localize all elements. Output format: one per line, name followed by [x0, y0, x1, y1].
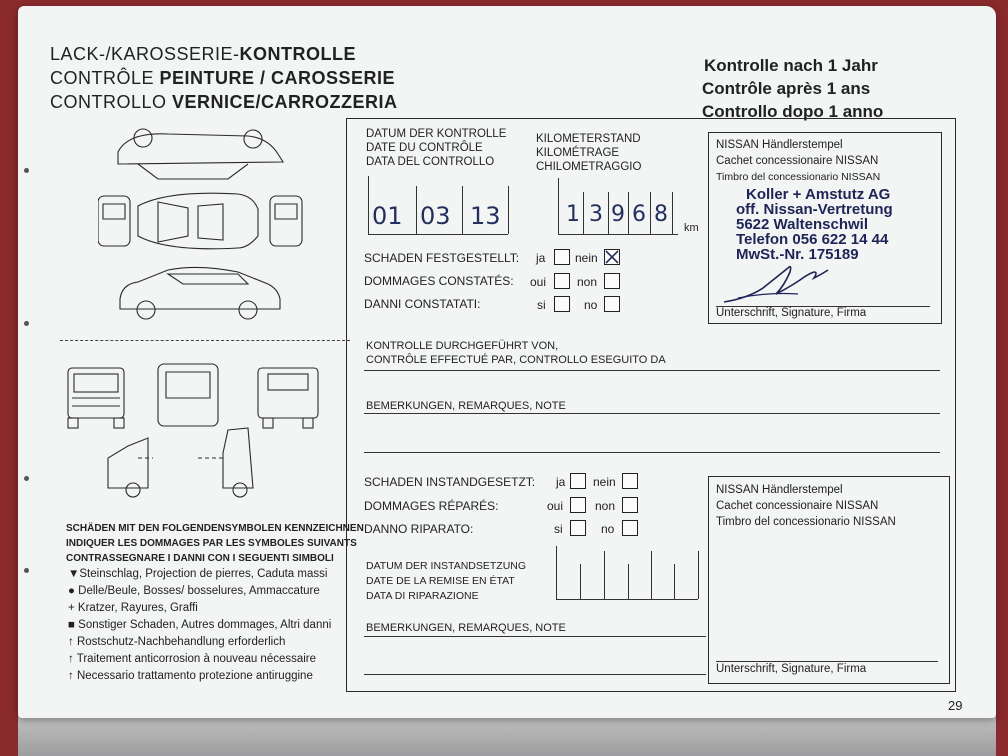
- legend-heading-de: SCHÄDEN MIT DEN FOLGENDENSYMBOLEN KENNZEICHNEN: [66, 523, 364, 534]
- booklet-page: [18, 6, 996, 718]
- title-line-2: CONTRÔLE PEINTURE / CAROSSERIE: [50, 68, 396, 88]
- km-digit[interactable]: 9: [611, 202, 625, 227]
- legend-item: ▼Steinschlag, Projection de pierres, Caduta massi: [68, 568, 328, 580]
- repair-date-label: DATUM DER INSTANDSETZUNG DATE DE LA REMISE EN ÉTAT DATA DI RIPARAZIONE: [366, 560, 527, 602]
- repair-date-tick: [698, 551, 699, 599]
- repaired-yes-checkbox[interactable]: [570, 520, 586, 536]
- remarks-line[interactable]: [364, 452, 940, 453]
- remarks-line[interactable]: [364, 413, 940, 414]
- damage-found-no-checkbox[interactable]: [604, 296, 620, 312]
- performed-by-label: KONTROLLE DURCHGEFÜHRT VON, CONTRÔLE EFFECTUÉ PAR, CONTROLLO ESEGUITO DA: [366, 340, 666, 366]
- repaired-yes-label: si: [554, 522, 563, 536]
- km-digit[interactable]: 3: [589, 202, 603, 227]
- dent-icon: ●: [68, 585, 75, 597]
- remarks-label-1: BEMERKUNGEN, REMARQUES, NOTE: [366, 400, 566, 412]
- damage-found-no-label: nein: [575, 251, 598, 265]
- damage-found-no-label: no: [584, 298, 598, 312]
- repaired-no-label: nein: [593, 475, 616, 489]
- damage-found-label-fr: DOMMAGES CONSTATÉS:: [364, 274, 514, 288]
- repair-date-tick: [556, 546, 557, 599]
- date-tick: [462, 186, 463, 234]
- date-month[interactable]: 03: [420, 202, 451, 230]
- repaired-yes-label: ja: [556, 475, 566, 489]
- repair-remarks-line[interactable]: [364, 674, 706, 675]
- legend-heading-it: CONTRASSEGNARE I DANNI CON I SEGUENTI SIMBOLI: [66, 553, 334, 564]
- damage-found-yes-label: oui: [530, 275, 547, 289]
- legend-item: ↑ Necessario trattamento protezione antiruggine: [68, 670, 313, 682]
- divider: [60, 340, 350, 341]
- km-digit[interactable]: 6: [632, 202, 646, 227]
- title-line-3: CONTROLLO VERNICE/CARROZZERIA: [50, 92, 398, 112]
- repair-date-baseline[interactable]: [556, 599, 698, 600]
- legend-item: + Kratzer, Rayures, Graffi: [68, 602, 198, 614]
- km-tick: [650, 192, 651, 234]
- km-baseline: [558, 234, 678, 235]
- damage-found-yes-checkbox[interactable]: [554, 273, 570, 289]
- damage-found-yes-label: si: [537, 298, 546, 312]
- legend-heading: [66, 521, 364, 566]
- damage-found-no-label: non: [577, 275, 598, 289]
- date-tick: [416, 186, 417, 234]
- legend-item: ■ Sonstiger Schaden, Autres dommages, Altri danni: [68, 619, 332, 631]
- repair-date-tick: [604, 551, 605, 599]
- date-day[interactable]: 01: [372, 202, 403, 230]
- damage-found-label-de: SCHADEN FESTGESTELLT:: [364, 251, 520, 265]
- repair-remarks-line[interactable]: [364, 636, 706, 637]
- damage-found-no-checkbox[interactable]: [604, 249, 620, 265]
- km-tick: [672, 192, 673, 234]
- repaired-no-checkbox[interactable]: [622, 520, 638, 536]
- signature-icon: [718, 258, 838, 308]
- dealer-rubber-stamp: Koller + Amstutz AG off. Nissan-Vertretung 5622 Waltenschwil Telefon 056 622 14 44 MwSt.-Nr. 175189: [736, 186, 893, 263]
- date-baseline: [368, 234, 508, 235]
- title-line-1: LACK-/KAROSSERIE-KONTROLLE: [50, 44, 357, 64]
- legend-list: [68, 566, 331, 685]
- repaired-no-label: no: [601, 522, 615, 536]
- signature-label-1: Unterschrift, Signature, Firma: [716, 307, 867, 319]
- repaired-no-checkbox[interactable]: [622, 473, 638, 489]
- damage-found-no-checkbox[interactable]: [604, 273, 620, 289]
- date-year[interactable]: 13: [470, 202, 501, 230]
- signature-label-2: Unterschrift, Signature, Firma: [716, 663, 867, 675]
- repaired-label-it: DANNO RIPARATO:: [364, 522, 474, 536]
- period-title-de: Kontrolle nach 1 Jahr: [704, 56, 878, 75]
- repaired-yes-checkbox[interactable]: [570, 473, 586, 489]
- damage-found-yes-label: ja: [536, 251, 546, 265]
- inspection-km-label: KILOMETERSTAND KILOMÉTRAGE CHILOMETRAGGIO: [536, 133, 642, 173]
- repaired-label-de: SCHADEN INSTANDGESETZT:: [364, 475, 536, 489]
- damage-found-yes-checkbox[interactable]: [554, 296, 570, 312]
- repaired-yes-checkbox[interactable]: [570, 497, 586, 513]
- inspection-date-label: DATUM DER KONTROLLE DATE DU CONTRÔLE DATA DEL CONTROLLO: [366, 128, 507, 168]
- damage-found-label-it: DANNI CONSTATATI:: [364, 297, 481, 311]
- km-tick: [583, 192, 584, 234]
- repair-date-tick: [651, 551, 652, 599]
- remarks-label-2: BEMERKUNGEN, REMARQUES, NOTE: [366, 622, 566, 634]
- repaired-no-label: non: [595, 499, 616, 513]
- km-tick: [608, 192, 609, 234]
- performed-by-line[interactable]: [364, 370, 940, 371]
- period-title-it: Controllo dopo 1 anno: [702, 102, 884, 121]
- other-damage-icon: ■: [68, 619, 75, 631]
- km-unit: km: [684, 222, 699, 234]
- date-tick: [508, 186, 509, 234]
- arrow-up-icon: ↑: [68, 636, 74, 648]
- checkmark-x-icon: [605, 250, 619, 264]
- dealer-stamp-header-1: NISSAN Händlerstempel Cachet concessionaire NISSAN Timbro del concessionario NISSAN: [716, 139, 881, 183]
- legend-item: ↑ Rostschutz-Nachbehandlung erforderlich: [68, 636, 286, 648]
- legend-item: ↑ Traitement anticorrosion à nouveau nécessaire: [68, 653, 317, 665]
- page-number: 29: [948, 698, 963, 713]
- stone-chip-icon: ▼: [68, 568, 80, 580]
- car-diagram-icon: [98, 124, 328, 334]
- repaired-label-fr: DOMMAGES RÉPARÉS:: [364, 499, 499, 513]
- km-digit[interactable]: 8: [654, 202, 668, 227]
- legend-heading-fr: INDIQUER LES DOMMAGES PAR LES SYMBOLES SUIVANTS: [66, 538, 357, 549]
- dealer-stamp-header-2: NISSAN Händlerstempel Cachet concessionaire NISSAN Timbro del concessionario NISSAN: [716, 484, 896, 528]
- repaired-yes-label: oui: [547, 499, 564, 513]
- repaired-no-checkbox[interactable]: [622, 497, 638, 513]
- km-digit[interactable]: 1: [566, 202, 580, 227]
- arrow-up-icon: ↑: [68, 670, 74, 682]
- scratch-icon: +: [68, 602, 75, 614]
- truck-diagram-icon: [58, 358, 348, 508]
- km-tick: [558, 178, 559, 234]
- period-title-fr: Contrôle après 1 ans: [702, 79, 871, 98]
- repair-date-tick: [580, 564, 581, 599]
- damage-found-yes-checkbox[interactable]: [554, 249, 570, 265]
- arrow-up-icon: ↑: [68, 653, 74, 665]
- repair-date-tick: [674, 564, 675, 599]
- km-tick: [628, 192, 629, 234]
- date-tick: [368, 176, 369, 234]
- repair-date-tick: [628, 564, 629, 599]
- legend-item: ● Delle/Beule, Bosses/ bosselures, Ammaccature: [68, 585, 320, 597]
